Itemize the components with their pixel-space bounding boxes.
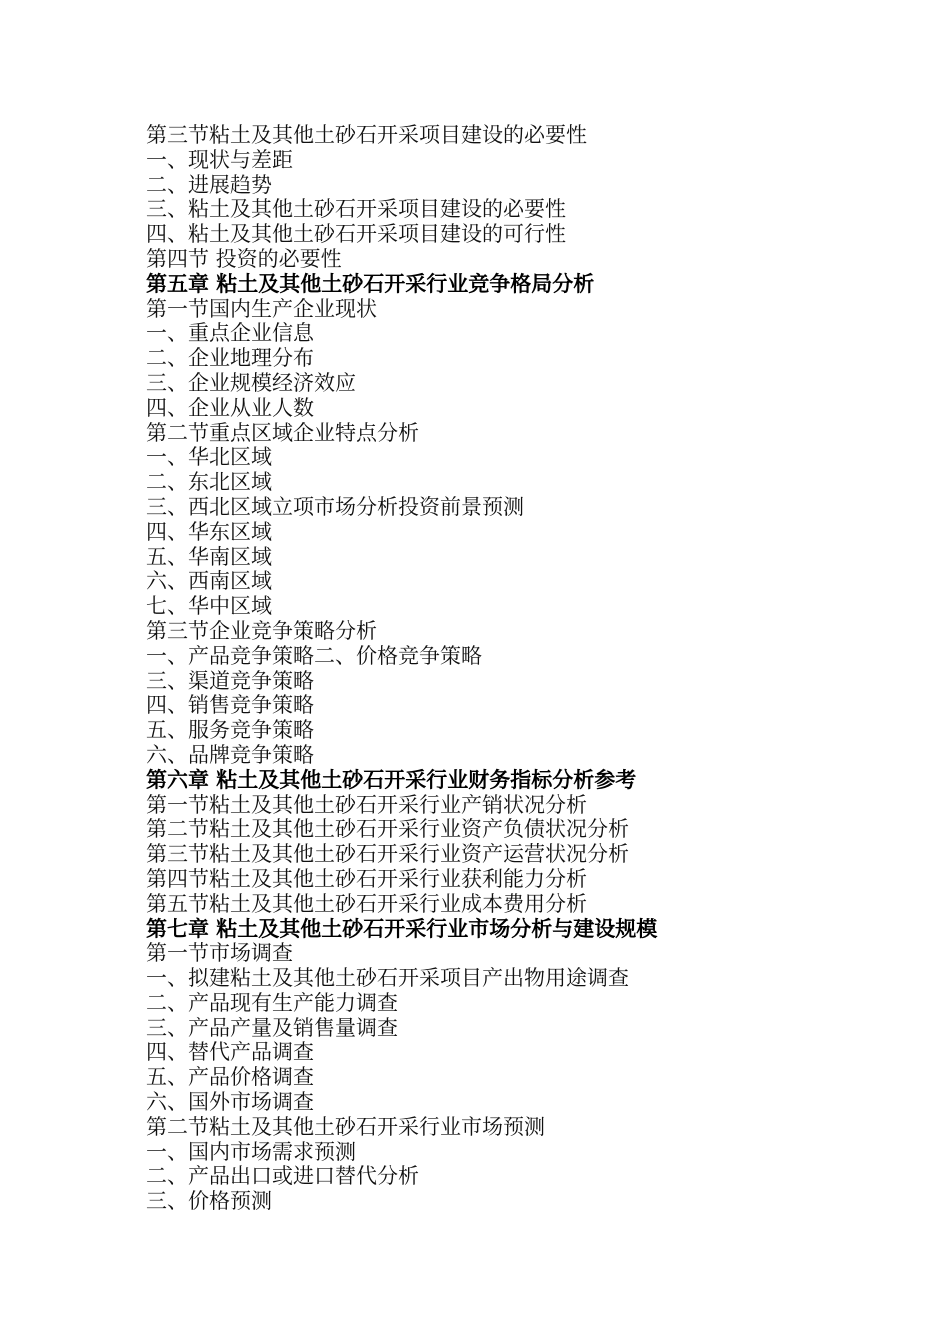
- section-heading: 第一节市场调查: [146, 941, 293, 966]
- list-item: 四、销售竞争策略: [146, 693, 314, 718]
- list-item: 二、东北区域: [146, 470, 272, 495]
- section-heading: 第三节粘土及其他土砂石开采项目建设的必要性: [146, 123, 587, 147]
- list-item: 六、品牌竞争策略: [146, 742, 314, 767]
- list-item: 三、价格预测: [146, 1189, 272, 1214]
- list-item: 五、产品价格调查: [146, 1065, 314, 1090]
- list-item: 四、华东区域: [146, 519, 272, 544]
- list-item: 一、华北区域: [146, 445, 272, 470]
- list-item: 七、华中区域: [146, 594, 272, 619]
- list-item: 一、现状与差距: [146, 147, 293, 172]
- chapter-heading: 第七章 粘土及其他土砂石开采行业市场分析与建设规模: [146, 916, 658, 941]
- section-heading: 第二节粘土及其他土砂石开采行业市场预测: [146, 1114, 545, 1139]
- section-heading: 第四节粘土及其他土砂石开采行业获利能力分析: [146, 866, 587, 891]
- list-item: 二、产品现有生产能力调查: [146, 990, 398, 1015]
- list-item: 六、国外市场调查: [146, 1090, 314, 1115]
- section-heading: 第三节企业竞争策略分析: [146, 618, 377, 643]
- section-heading: 第二节粘土及其他土砂石开采行业资产负债状况分析: [146, 817, 629, 842]
- list-item: 二、企业地理分布: [146, 346, 314, 371]
- list-item: 三、企业规模经济效应: [146, 370, 356, 395]
- list-item: 四、粘土及其他土砂石开采项目建设的可行性: [146, 222, 566, 247]
- list-item: 三、西北区域立项市场分析投资前景预测: [146, 494, 524, 519]
- table-of-contents: [146, 123, 906, 1214]
- list-item: 一、国内市场需求预测: [146, 1139, 356, 1164]
- section-heading: 第一节国内生产企业现状: [146, 296, 377, 321]
- chapter-heading: 第五章 粘土及其他土砂石开采行业竞争格局分析: [146, 271, 595, 296]
- list-item: 三、产品产量及销售量调查: [146, 1015, 398, 1040]
- list-item: 五、服务竞争策略: [146, 718, 314, 743]
- list-item: 一、重点企业信息: [146, 321, 314, 346]
- list-item: 四、替代产品调查: [146, 1040, 314, 1065]
- list-item: 三、渠道竞争策略: [146, 668, 314, 693]
- list-item: 四、企业从业人数: [146, 395, 314, 420]
- list-item: 五、华南区域: [146, 544, 272, 569]
- list-item: 六、西南区域: [146, 569, 272, 594]
- section-heading: 第二节重点区域企业特点分析: [146, 420, 419, 445]
- list-item: 一、拟建粘土及其他土砂石开采项目产出物用途调查: [146, 966, 629, 991]
- list-item: 二、进展趋势: [146, 172, 272, 197]
- section-heading: 第四节 投资的必要性: [146, 246, 342, 271]
- section-heading: 第五节粘土及其他土砂石开采行业成本费用分析: [146, 891, 587, 916]
- list-item: 三、粘土及其他土砂石开采项目建设的必要性: [146, 197, 566, 222]
- section-heading: 第三节粘土及其他土砂石开采行业资产运营状况分析: [146, 842, 629, 867]
- section-heading: 第一节粘土及其他土砂石开采行业产销状况分析: [146, 792, 587, 817]
- list-item: 一、产品竞争策略二、价格竞争策略: [146, 643, 482, 668]
- list-item: 二、产品出口或进口替代分析: [146, 1164, 419, 1189]
- chapter-heading: 第六章 粘土及其他土砂石开采行业财务指标分析参考: [146, 767, 637, 792]
